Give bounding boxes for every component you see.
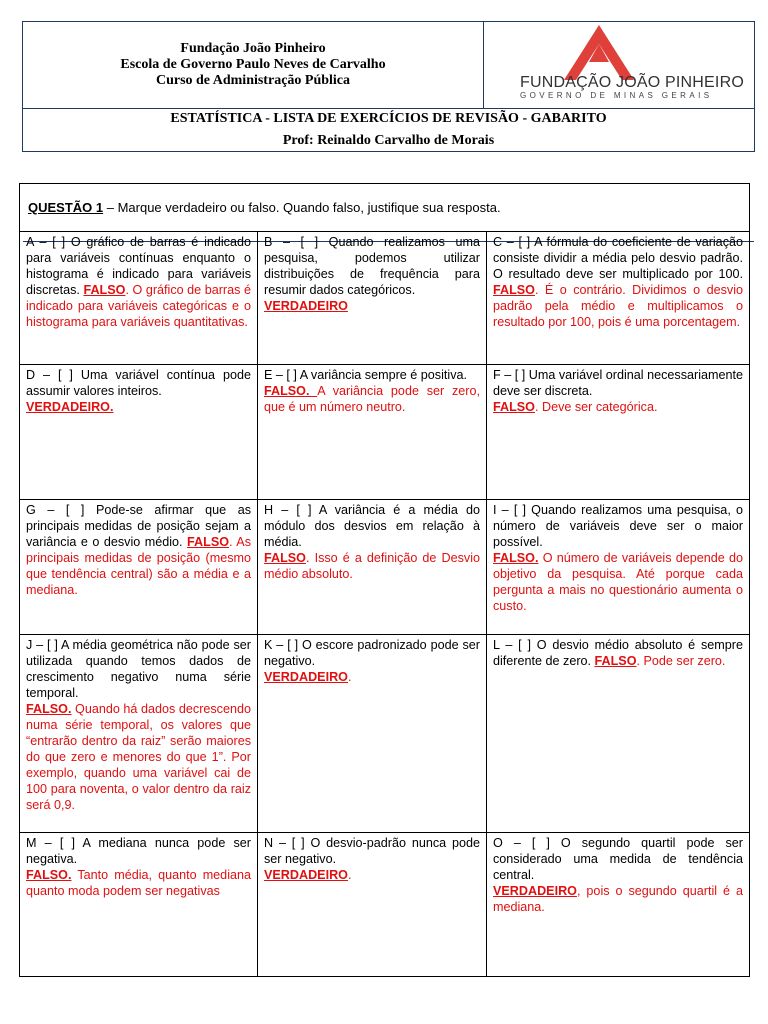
item-b — [258, 232, 487, 365]
item-a-text: A – [ ] O gráfico de barras é indicado para variáveis contínuas enquanto o histograma é indicado para variáveis discretas. — [26, 235, 251, 297]
document-header — [22, 21, 755, 152]
item-i-text: I – [ ] Quando realizamos uma pesquisa, o número de variáveis deve ser o maior possível. — [493, 503, 743, 549]
item-n — [258, 833, 487, 976]
item-f-text: F – [ ] Uma variável ordinal necessariamente deve ser discreta. — [493, 368, 743, 398]
item-g-explanation: . As principais medidas de posição (mesmo que tendência central) são a média e a mediana. — [26, 535, 251, 597]
item-o-answer: VERDADEIRO — [493, 884, 577, 898]
logo-subtitle: GOVERNO DE MINAS GERAIS — [520, 91, 713, 100]
item-i — [487, 500, 749, 635]
item-n-text: N – [ ] O desvio-padrão nunca pode ser negativo. — [264, 836, 480, 866]
document-title: ESTATÍSTICA - LISTA DE EXERCÍCIOS DE REVISÃO - GABARITO — [23, 108, 754, 242]
question-table — [19, 183, 750, 977]
item-h-answer: FALSO — [264, 551, 306, 565]
item-h-text: H – [ ] A variância é a média do módulo dos desvios em relação à média. — [264, 503, 480, 549]
item-f-answer: FALSO — [493, 400, 535, 414]
item-c-explanation: . É o contrário. Dividimos o desvio padrão pela médio e multiplicamos o resultado por 100, pois é uma porcentagem. — [493, 283, 743, 329]
item-j-text: J – [ ] A média geométrica não pode ser utilizada quando temos dados de crescimento negativo numa série temporal. — [26, 638, 251, 700]
item-l-explanation: . Pode ser zero. — [636, 654, 726, 668]
item-k-text: K – [ ] O escore padronizado pode ser negativo. — [264, 638, 480, 668]
item-h — [258, 500, 487, 635]
item-n-answer: VERDADEIRO — [264, 868, 348, 882]
course-name: Curso de Administração Pública — [155, 73, 351, 88]
item-e-explanation: A variância pode ser zero, que é um número neutro. — [264, 384, 480, 414]
item-a-answer: FALSO — [83, 283, 126, 297]
item-l-text: L – [ ] O desvio médio absoluto é sempre diferente de zero. — [493, 638, 743, 668]
header-top-row — [23, 22, 754, 109]
item-e-text: E – [ ] A variância sempre é positiva. — [264, 368, 467, 382]
item-d — [20, 365, 258, 500]
item-b-answer: VERDADEIRO — [264, 299, 348, 313]
institution-block — [23, 22, 484, 108]
item-k-explanation: . — [347, 670, 352, 684]
item-k-answer: VERDADEIRO — [264, 670, 348, 684]
item-j-explanation: Quando há dados decrescendo numa série temporal, os valores que “entrarão dentro da raiz” serão maiores do que zero e menores do que 1”. Por exemplo, quando uma variável cai de 100 para noventa, o valor dentro da raiz será 0,9. — [26, 702, 251, 812]
item-e-answer: FALSO. — [264, 384, 318, 398]
item-f-explanation: . Deve ser categórica. — [534, 400, 658, 414]
item-l — [487, 635, 749, 833]
item-o — [487, 833, 749, 976]
item-c-text: C – [ ] A fórmula do coeficiente de variação consiste dividir a média pelo desvio padrão. O resultado deve ser multiplicado por 100. — [493, 235, 743, 281]
item-i-explanation: O número de variáveis depende do objetivo da pesquisa. Até porque cada pergunta a mais no questionário aumenta o custo. — [493, 551, 743, 613]
item-g-answer: FALSO — [187, 535, 230, 549]
item-h-explanation: . Isso é a definição de Desvio médio absoluto. — [264, 551, 480, 581]
professor-name: Prof: Reinaldo Carvalho de Morais — [282, 133, 495, 148]
item-d-answer: VERDADEIRO. — [26, 400, 114, 414]
item-d-text: D – [ ] Uma variável contínua pode assumir valores inteiros. — [26, 368, 251, 398]
item-o-text: O – [ ] O segundo quartil pode ser considerado uma medida de tendência central. — [493, 836, 743, 882]
item-b-text: B – [ ] Quando realizamos uma pesquisa, podemos utilizar distribuições de frequência para resumir dados categóricos. — [264, 235, 480, 297]
institution-name: Fundação João Pinheiro — [180, 41, 326, 56]
item-e — [258, 365, 487, 500]
item-j — [20, 635, 258, 833]
item-a-explanation: . O gráfico de barras é indicado para variáveis categóricas e o histograma para variáveis quantitativas. — [26, 283, 251, 329]
item-n-explanation: . — [347, 868, 352, 882]
school-name: Escola de Governo Paulo Neves de Carvalho — [120, 57, 386, 72]
logo-name: FUNDAÇÃO JOÃO PINHEIRO — [520, 74, 744, 91]
item-c — [487, 232, 749, 365]
item-m-text: M – [ ] A mediana nunca pode ser negativa. — [26, 836, 251, 866]
item-k — [258, 635, 487, 833]
item-g-text: G – [ ] Pode-se afirmar que as principais medidas de posição sejam a variância e o desvio médio. — [26, 503, 251, 549]
item-m-explanation: Tanto média, quanto mediana quanto moda podem ser negativas — [26, 868, 251, 898]
question-number: QUESTÃO 1 — [28, 200, 104, 215]
question-header — [20, 184, 749, 232]
question-prompt: – Marque verdadeiro ou falso. Quando falso, justifique sua resposta. — [103, 200, 501, 215]
item-m-answer: FALSO. — [26, 868, 72, 882]
logo-block — [484, 22, 755, 108]
item-l-answer: FALSO — [594, 654, 637, 668]
item-m — [20, 833, 258, 976]
item-a — [20, 232, 258, 365]
item-o-explanation: , pois o segundo quartil é a mediana. — [493, 884, 743, 914]
item-f — [487, 365, 749, 500]
item-i-answer: FALSO. — [493, 551, 539, 565]
item-c-answer: FALSO — [493, 283, 535, 297]
item-g — [20, 500, 258, 635]
item-j-answer: FALSO. — [26, 702, 72, 716]
